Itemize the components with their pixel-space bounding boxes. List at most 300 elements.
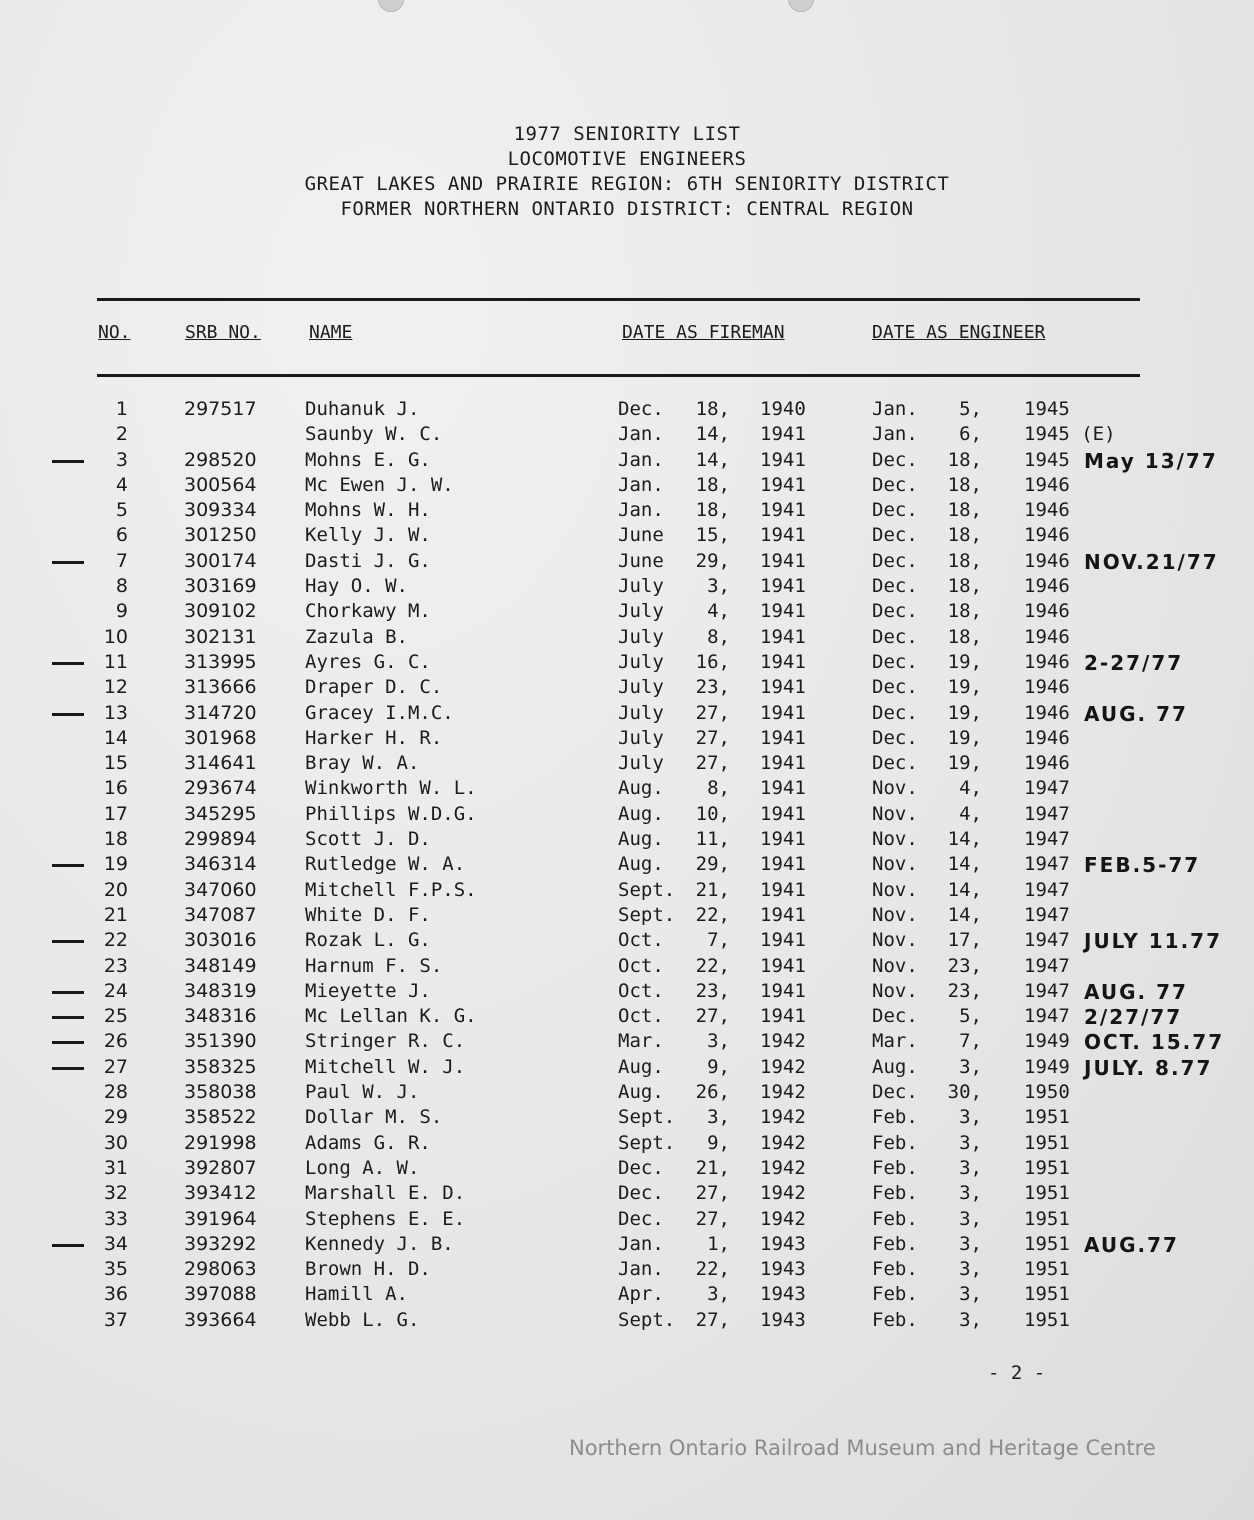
- engineer-name: Adams G. R.: [305, 1131, 431, 1154]
- fireman-month: Aug.: [618, 777, 664, 800]
- engineer-day: 23,: [947, 979, 982, 1002]
- row-number: 8: [115, 575, 128, 598]
- engineer-month: Dec.: [872, 676, 918, 699]
- engineer-month: Dec.: [872, 549, 918, 572]
- fireman-year: 1942: [760, 1207, 806, 1230]
- fireman-day: 8,: [707, 625, 730, 648]
- handwritten-note: JULY 11.77: [1084, 929, 1223, 954]
- fireman-month: Oct.: [618, 929, 664, 952]
- engineer-name: Bray W. A.: [305, 752, 420, 775]
- row-number: 17: [103, 802, 128, 825]
- fireman-month: Aug.: [618, 802, 664, 825]
- row-number: 22: [103, 929, 128, 952]
- row-number: 23: [103, 954, 128, 977]
- engineer-day: 3,: [959, 1258, 982, 1281]
- srb-number: 303016: [184, 929, 257, 952]
- engineer-name: Mc Ewen J. W.: [305, 473, 454, 496]
- fireman-day: 29,: [695, 549, 730, 572]
- table-row: [0, 600, 1254, 625]
- engineer-day: 18,: [947, 575, 982, 598]
- table-row: [0, 575, 1254, 600]
- engineer-name: Harker H. R.: [305, 726, 443, 749]
- binder-hole: [788, 0, 814, 12]
- engineer-month: Mar.: [872, 1030, 918, 1053]
- engineer-name: Harnum F. S.: [305, 954, 443, 977]
- engineer-year: 1947: [1024, 828, 1070, 851]
- engineer-name: Ayres G. C.: [305, 650, 431, 673]
- engineer-year: 1945: [1024, 398, 1070, 420]
- srb-number: 303169: [184, 575, 257, 598]
- fireman-year: 1940: [760, 398, 806, 420]
- engineer-day: 14,: [947, 853, 982, 876]
- table-row: [0, 1157, 1254, 1182]
- table-row: [0, 449, 1254, 474]
- fireman-day: 8,: [707, 777, 730, 800]
- table-row: [0, 904, 1254, 929]
- fireman-day: 3,: [707, 1106, 730, 1129]
- fireman-day: 3,: [707, 1030, 730, 1053]
- fireman-month: Oct.: [618, 1005, 664, 1028]
- fireman-year: 1942: [760, 1081, 806, 1104]
- srb-number: 347087: [184, 903, 257, 926]
- engineer-day: 3,: [959, 1207, 982, 1230]
- engineer-year: 1951: [1024, 1182, 1070, 1205]
- srb-number: 393664: [184, 1308, 257, 1331]
- engineer-month: Nov.: [872, 853, 918, 876]
- margin-dash-mark: [52, 991, 84, 994]
- engineer-month: Dec.: [872, 752, 918, 775]
- srb-number: 393412: [184, 1182, 257, 1205]
- engineer-month: Dec.: [872, 600, 918, 623]
- engineer-month: Dec.: [872, 701, 918, 724]
- table-row: [0, 676, 1254, 701]
- row-number: 26: [103, 1030, 128, 1053]
- table-row: [0, 1283, 1254, 1308]
- fireman-year: 1941: [760, 676, 806, 699]
- fireman-year: 1941: [760, 878, 806, 901]
- engineer-year: 1951: [1024, 1308, 1070, 1331]
- engineer-name: Rozak L. G.: [305, 929, 431, 952]
- engineer-name: White D. F.: [305, 903, 431, 926]
- fireman-day: 27,: [695, 1005, 730, 1028]
- row-number: 7: [115, 549, 128, 572]
- srb-number: 298520: [184, 448, 257, 471]
- fireman-month: Aug.: [618, 828, 664, 851]
- handwritten-note: May 13/77: [1084, 448, 1218, 473]
- fireman-year: 1941: [760, 1005, 806, 1028]
- engineer-month: Dec.: [872, 726, 918, 749]
- row-number: 30: [103, 1131, 128, 1154]
- fireman-year: 1943: [760, 1232, 806, 1255]
- table-row: [0, 1132, 1254, 1157]
- srb-number: 391964: [184, 1207, 257, 1230]
- engineer-day: 3,: [959, 1156, 982, 1179]
- fireman-year: 1943: [760, 1283, 806, 1306]
- fireman-month: Aug.: [618, 853, 664, 876]
- srb-number: 301250: [184, 524, 257, 547]
- header-engineer: DATE AS ENGINEER: [872, 322, 1046, 343]
- table-row: [0, 1081, 1254, 1106]
- title-line-1: 1977 SENIORITY LIST: [513, 123, 741, 145]
- fireman-year: 1942: [760, 1131, 806, 1154]
- engineer-year: 1946: [1024, 726, 1070, 749]
- engineer-year: 1946: [1024, 676, 1070, 699]
- binder-hole: [378, 0, 404, 12]
- fireman-year: 1941: [760, 802, 806, 825]
- fireman-day: 15,: [695, 524, 730, 547]
- engineer-month: Dec.: [872, 575, 918, 598]
- srb-number: 313995: [184, 650, 257, 673]
- fireman-year: 1941: [760, 448, 806, 471]
- srb-number: 301968: [184, 726, 257, 749]
- fireman-month: Apr.: [618, 1283, 664, 1306]
- title-line-3: GREAT LAKES AND PRAIRIE REGION: 6TH SENIORITY DISTRICT: [304, 173, 950, 195]
- engineer-month: Feb.: [872, 1232, 918, 1255]
- fireman-year: 1941: [760, 828, 806, 851]
- header-rule: [97, 374, 1140, 377]
- fireman-year: 1942: [760, 1030, 806, 1053]
- fireman-day: 22,: [695, 954, 730, 977]
- engineer-year: 1947: [1024, 878, 1070, 901]
- srb-number: 314641: [184, 752, 257, 775]
- fireman-year: 1941: [760, 853, 806, 876]
- engineer-year: 1951: [1024, 1207, 1070, 1230]
- srb-number: 351390: [184, 1030, 257, 1053]
- fireman-day: 23,: [695, 979, 730, 1002]
- fireman-year: 1941: [760, 625, 806, 648]
- srb-number: 299894: [184, 828, 257, 851]
- margin-dash-mark: [52, 864, 84, 867]
- row-number: 13: [103, 701, 128, 724]
- fireman-month: Oct.: [618, 979, 664, 1002]
- engineer-year: 1947: [1024, 802, 1070, 825]
- fireman-day: 14,: [695, 423, 730, 446]
- engineer-name: Chorkawy M.: [305, 600, 431, 623]
- fireman-month: Dec.: [618, 1182, 664, 1205]
- engineer-day: 3,: [959, 1131, 982, 1154]
- engineer-name: Scott J. D.: [305, 828, 431, 851]
- handwritten-note: JULY. 8.77: [1084, 1055, 1213, 1080]
- engineer-year: 1951: [1024, 1106, 1070, 1129]
- engineer-month: Feb.: [872, 1308, 918, 1331]
- engineer-day: 5,: [959, 398, 982, 420]
- engineer-year: 1946: [1024, 701, 1070, 724]
- engineer-year: 1946: [1024, 752, 1070, 775]
- srb-number: 345295: [184, 802, 257, 825]
- engineer-name: Mohns W. H.: [305, 499, 431, 522]
- engineer-month: Dec.: [872, 650, 918, 673]
- table-row: [0, 626, 1254, 651]
- table-row: [0, 1258, 1254, 1283]
- fireman-month: Sept.: [618, 903, 676, 926]
- fireman-month: July: [618, 600, 664, 623]
- fireman-month: July: [618, 752, 664, 775]
- margin-dash-mark: [52, 460, 84, 463]
- engineer-month: Jan.: [872, 398, 918, 420]
- fireman-month: July: [618, 650, 664, 673]
- watermark: Northern Ontario Railroad Museum and Heritage Centre: [569, 1436, 1156, 1460]
- engineer-day: 19,: [947, 752, 982, 775]
- engineer-month: Feb.: [872, 1283, 918, 1306]
- srb-number: 300564: [184, 473, 257, 496]
- table-row: [0, 651, 1254, 676]
- table-row: [0, 929, 1254, 954]
- fireman-day: 1,: [707, 1232, 730, 1255]
- engineer-name: Duhanuk J.: [305, 398, 420, 420]
- fireman-month: Jan.: [618, 499, 664, 522]
- engineer-year: 1951: [1024, 1283, 1070, 1306]
- engineer-name: Winkworth W. L.: [305, 777, 477, 800]
- table-row: [0, 777, 1254, 802]
- engineer-name: Stringer R. C.: [305, 1030, 466, 1053]
- engineer-month: Dec.: [872, 625, 918, 648]
- engineer-day: 18,: [947, 600, 982, 623]
- engineer-year: 1947: [1024, 903, 1070, 926]
- engineer-year: 1949: [1024, 1030, 1070, 1053]
- fireman-day: 11,: [695, 828, 730, 851]
- row-number: 4: [115, 473, 128, 496]
- engineer-month: Nov.: [872, 903, 918, 926]
- engineer-month: Nov.: [872, 878, 918, 901]
- header-no: NO.: [98, 322, 131, 343]
- engineer-year: 1947: [1024, 979, 1070, 1002]
- engineer-day: 17,: [947, 929, 982, 952]
- engineer-month: Dec.: [872, 473, 918, 496]
- engineer-day: 30,: [947, 1081, 982, 1104]
- fireman-day: 3,: [707, 575, 730, 598]
- srb-number: 297517: [184, 398, 257, 420]
- fireman-month: June: [618, 549, 664, 572]
- engineer-year: 1951: [1024, 1232, 1070, 1255]
- fireman-year: 1942: [760, 1055, 806, 1078]
- engineer-name: Hay O. W.: [305, 575, 408, 598]
- engineer-day: 3,: [959, 1106, 982, 1129]
- engineer-day: 18,: [947, 524, 982, 547]
- engineer-year: 1945 (E): [1024, 423, 1116, 446]
- engineer-name: Kennedy J. B.: [305, 1232, 454, 1255]
- engineer-name: Gracey I.M.C.: [305, 701, 454, 724]
- engineer-year: 1951: [1024, 1258, 1070, 1281]
- fireman-day: 22,: [695, 1258, 730, 1281]
- engineer-year: 1947: [1024, 777, 1070, 800]
- engineer-name: Dollar M. S.: [305, 1106, 443, 1129]
- fireman-month: Oct.: [618, 954, 664, 977]
- fireman-year: 1941: [760, 726, 806, 749]
- handwritten-note: FEB.5-77: [1084, 853, 1201, 878]
- table-row: [0, 1233, 1254, 1258]
- fireman-month: Dec.: [618, 1207, 664, 1230]
- engineer-year: 1946: [1024, 499, 1070, 522]
- srb-number: 309334: [184, 499, 257, 522]
- fireman-month: Sept.: [618, 1131, 676, 1154]
- row-number: 11: [103, 650, 128, 673]
- engineer-month: Nov.: [872, 929, 918, 952]
- handwritten-note: NOV.21/77: [1084, 549, 1219, 574]
- engineer-day: 18,: [947, 549, 982, 572]
- fireman-year: 1941: [760, 954, 806, 977]
- engineer-day: 14,: [947, 903, 982, 926]
- engineer-day: 19,: [947, 701, 982, 724]
- title-line-4: FORMER NORTHERN ONTARIO DISTRICT: CENTRAL REGION: [340, 198, 914, 220]
- engineer-name: Rutledge W. A.: [305, 853, 466, 876]
- engineer-year: 1947: [1024, 853, 1070, 876]
- row-number: 33: [103, 1207, 128, 1230]
- engineer-name: Draper D. C.: [305, 676, 443, 699]
- title-block: [0, 122, 1254, 222]
- fireman-year: 1941: [760, 473, 806, 496]
- fireman-year: 1941: [760, 600, 806, 623]
- fireman-year: 1941: [760, 575, 806, 598]
- srb-number: 358325: [184, 1055, 257, 1078]
- table-row: [0, 1005, 1254, 1030]
- srb-number: 298063: [184, 1258, 257, 1281]
- engineer-day: 3,: [959, 1283, 982, 1306]
- handwritten-note: AUG. 77: [1084, 701, 1188, 726]
- fireman-day: 26,: [695, 1081, 730, 1104]
- row-number: 19: [103, 853, 128, 876]
- row-number: 16: [103, 777, 128, 800]
- engineer-year: 1947: [1024, 929, 1070, 952]
- fireman-year: 1942: [760, 1182, 806, 1205]
- engineer-month: Nov.: [872, 979, 918, 1002]
- table-row: [0, 1106, 1254, 1131]
- engineer-day: 3,: [959, 1232, 982, 1255]
- engineer-month: Aug.: [872, 1055, 918, 1078]
- handwritten-note: 2/27/77: [1084, 1005, 1183, 1030]
- engineer-year: 1946: [1024, 600, 1070, 623]
- margin-dash-mark: [52, 1041, 84, 1044]
- header-name: NAME: [309, 322, 353, 343]
- fireman-year: 1941: [760, 701, 806, 724]
- margin-dash-mark: [52, 713, 84, 716]
- header-fireman: DATE AS FIREMAN: [622, 322, 785, 343]
- srb-number: 293674: [184, 777, 257, 800]
- engineer-name: Webb L. G.: [305, 1308, 420, 1331]
- fireman-day: 27,: [695, 726, 730, 749]
- row-number: 35: [103, 1258, 128, 1281]
- srb-number: 313666: [184, 676, 257, 699]
- row-number: 18: [103, 828, 128, 851]
- srb-number: 314720: [184, 701, 257, 724]
- fireman-year: 1941: [760, 752, 806, 775]
- row-number: 15: [103, 752, 128, 775]
- engineer-month: Feb.: [872, 1156, 918, 1179]
- fireman-year: 1941: [760, 903, 806, 926]
- engineer-name: Saunby W. C.: [305, 423, 443, 446]
- fireman-month: Jan.: [618, 473, 664, 496]
- fireman-year: 1941: [760, 549, 806, 572]
- engineer-name: Mohns E. G.: [305, 448, 431, 471]
- fireman-month: July: [618, 575, 664, 598]
- row-number: 14: [103, 726, 128, 749]
- top-rule: [97, 298, 1140, 301]
- engineer-day: 4,: [959, 777, 982, 800]
- engineer-name: Mitchell F.P.S.: [305, 878, 477, 901]
- engineer-day: 19,: [947, 676, 982, 699]
- engineer-name: Kelly J. W.: [305, 524, 431, 547]
- fireman-day: 9,: [707, 1131, 730, 1154]
- fireman-day: 10,: [695, 802, 730, 825]
- row-number: 24: [103, 979, 128, 1002]
- fireman-day: 7,: [707, 929, 730, 952]
- engineer-year: 1951: [1024, 1156, 1070, 1179]
- fireman-day: 18,: [695, 473, 730, 496]
- engineer-day: 18,: [947, 625, 982, 648]
- engineer-day: 3,: [959, 1182, 982, 1205]
- handwritten-note: AUG. 77: [1084, 979, 1188, 1004]
- margin-dash-mark: [52, 662, 84, 665]
- table-row: [0, 727, 1254, 752]
- row-number: 12: [103, 676, 128, 699]
- fireman-year: 1941: [760, 423, 806, 446]
- srb-number: 300174: [184, 549, 257, 572]
- table-row: [0, 1056, 1254, 1081]
- engineer-month: Dec.: [872, 499, 918, 522]
- fireman-day: 27,: [695, 1308, 730, 1331]
- table-row: [0, 879, 1254, 904]
- engineer-name: Long A. W.: [305, 1156, 420, 1179]
- margin-dash-mark: [52, 1244, 84, 1247]
- engineer-month: Dec.: [872, 524, 918, 547]
- engineer-year: 1951: [1024, 1131, 1070, 1154]
- engineer-month: Dec.: [872, 448, 918, 471]
- fireman-day: 21,: [695, 1156, 730, 1179]
- engineer-year: 1946: [1024, 625, 1070, 648]
- engineer-day: 3,: [959, 1308, 982, 1331]
- fireman-day: 23,: [695, 676, 730, 699]
- engineer-year: 1946: [1024, 575, 1070, 598]
- table-row: [0, 474, 1254, 499]
- row-number: 31: [103, 1156, 128, 1179]
- fireman-year: 1943: [760, 1308, 806, 1331]
- fireman-month: July: [618, 701, 664, 724]
- engineer-month: Nov.: [872, 802, 918, 825]
- fireman-year: 1943: [760, 1258, 806, 1281]
- engineer-name: Paul W. J.: [305, 1081, 420, 1104]
- fireman-month: Jan.: [618, 1232, 664, 1255]
- srb-number: 348316: [184, 1005, 257, 1028]
- table-row: [0, 1208, 1254, 1233]
- engineer-year: 1950: [1024, 1081, 1070, 1104]
- row-number: 10: [103, 625, 128, 648]
- fireman-month: Aug.: [618, 1081, 664, 1104]
- engineer-day: 7,: [959, 1030, 982, 1053]
- margin-dash-mark: [52, 561, 84, 564]
- engineer-month: Feb.: [872, 1207, 918, 1230]
- row-number: 29: [103, 1106, 128, 1129]
- engineer-year: 1946: [1024, 473, 1070, 496]
- fireman-day: 14,: [695, 448, 730, 471]
- engineer-month: Nov.: [872, 828, 918, 851]
- table-row: [0, 702, 1254, 727]
- engineer-day: 19,: [947, 726, 982, 749]
- fireman-day: 29,: [695, 853, 730, 876]
- handwritten-note: AUG.77: [1084, 1232, 1179, 1257]
- table-row: [0, 955, 1254, 980]
- table-row: [0, 524, 1254, 549]
- fireman-day: 27,: [695, 701, 730, 724]
- srb-number: 397088: [184, 1283, 257, 1306]
- fireman-year: 1942: [760, 1106, 806, 1129]
- engineer-month: Dec.: [872, 1081, 918, 1104]
- engineer-name: Brown H. D.: [305, 1258, 431, 1281]
- margin-dash-mark: [52, 940, 84, 943]
- fireman-month: Jan.: [618, 423, 664, 446]
- engineer-day: 4,: [959, 802, 982, 825]
- fireman-day: 4,: [707, 600, 730, 623]
- fireman-year: 1941: [760, 979, 806, 1002]
- engineer-month: Nov.: [872, 777, 918, 800]
